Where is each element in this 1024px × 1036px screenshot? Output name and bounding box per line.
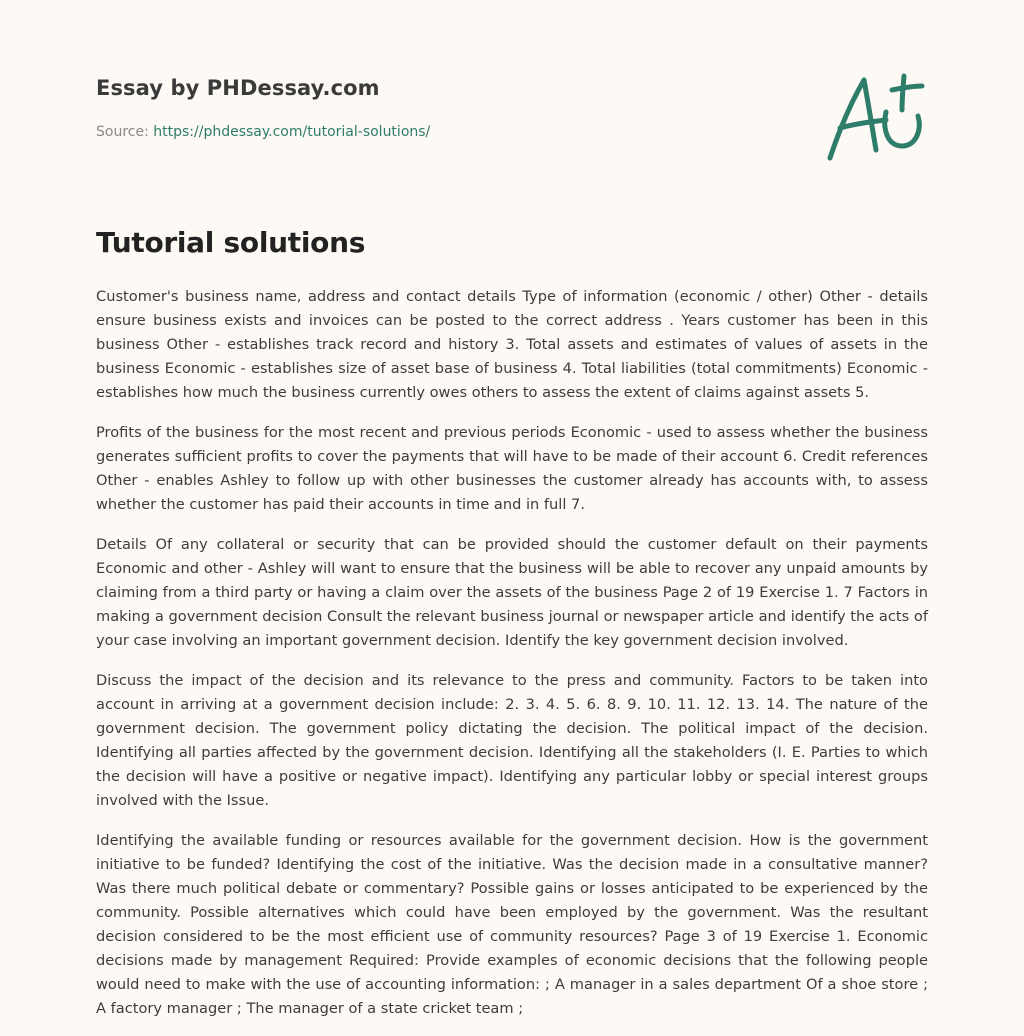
source-link[interactable]: https://phdessay.com/tutorial-solutions/ bbox=[153, 124, 431, 140]
source-line bbox=[96, 124, 430, 140]
paragraph: Profits of the business for the most recent and previous periods Economic - used to assess whether the business generates sufficient profits to cover the payments that will have to be made of their account 6. Credit references Other - enables Ashley to follow up with other businesses the customer already has accounts with, to assess whether the customer has paid their accounts in time and in full 7. bbox=[96, 424, 928, 513]
a-plus-logo-icon bbox=[818, 66, 930, 166]
source-label: Source: bbox=[96, 124, 149, 140]
essay-body bbox=[96, 285, 928, 1036]
paragraph: Discuss the impact of the decision and its relevance to the press and community. Factors to be taken into account in arriving at a government decision include: 2. 3. 4. 5. 6. 8. 9. 10. 11. 12. 13. 14. The nature of the government decision. The government policy dictating the decision. The political impact of the decision. Identifying all parties affected by the government decision. Identifying all the stakeholders (I. E. Parties to which the decision will have a positive or negative impact). Identifying any particular lobby or special interest groups involved with the Issue. bbox=[96, 672, 928, 809]
site-title: Essay by PHDessay.com bbox=[96, 76, 380, 100]
paragraph: Identifying the available funding or resources available for the government decision. How is the government initiative to be funded? Identifying the cost of the initiative. Was the decision made in a consultative manner? Was there much political debate or commentary? Possible gains or losses anticipated to be experienced by the community. Possible alternatives which could have been employed by the government. Was the resultant decision considered to be the most efficient use of community resources? Page 3 of 19 Exercise 1. Economic decisions made by management Required: Provide examples of economic decisions that the following people would need to make with the use of accounting information: ; A manager in a sales department Of a shoe store ; A factory manager ; The manager of a state cricket team ; bbox=[96, 832, 928, 1017]
paragraph: Details Of any collateral or security that can be provided should the customer default on their payments Economic and other - Ashley will want to ensure that the business will be able to recover any unpaid amounts by claiming from a third party or having a claim over the assets of the business Page 2 of 19 Exercise 1. 7 Factors in making a government decision Consult the relevant business journal or newspaper article and identify the acts of your case involving an important government decision. Identify the key government decision involved. bbox=[96, 536, 928, 649]
paragraph: Customer's business name, address and contact details Type of information (economic / other) Other - details ensure business exists and invoices can be posted to the correct address . Years customer has been in this business Other - establishes track record and history 3. Total assets and estimates of values of assets in the business Economic - establishes size of asset base of business 4. Total liabilities (total commitments) Economic - establishes how much the business currently owes others to assess the extent of claims against assets 5. bbox=[96, 288, 928, 401]
essay-title: Tutorial solutions bbox=[96, 226, 366, 259]
